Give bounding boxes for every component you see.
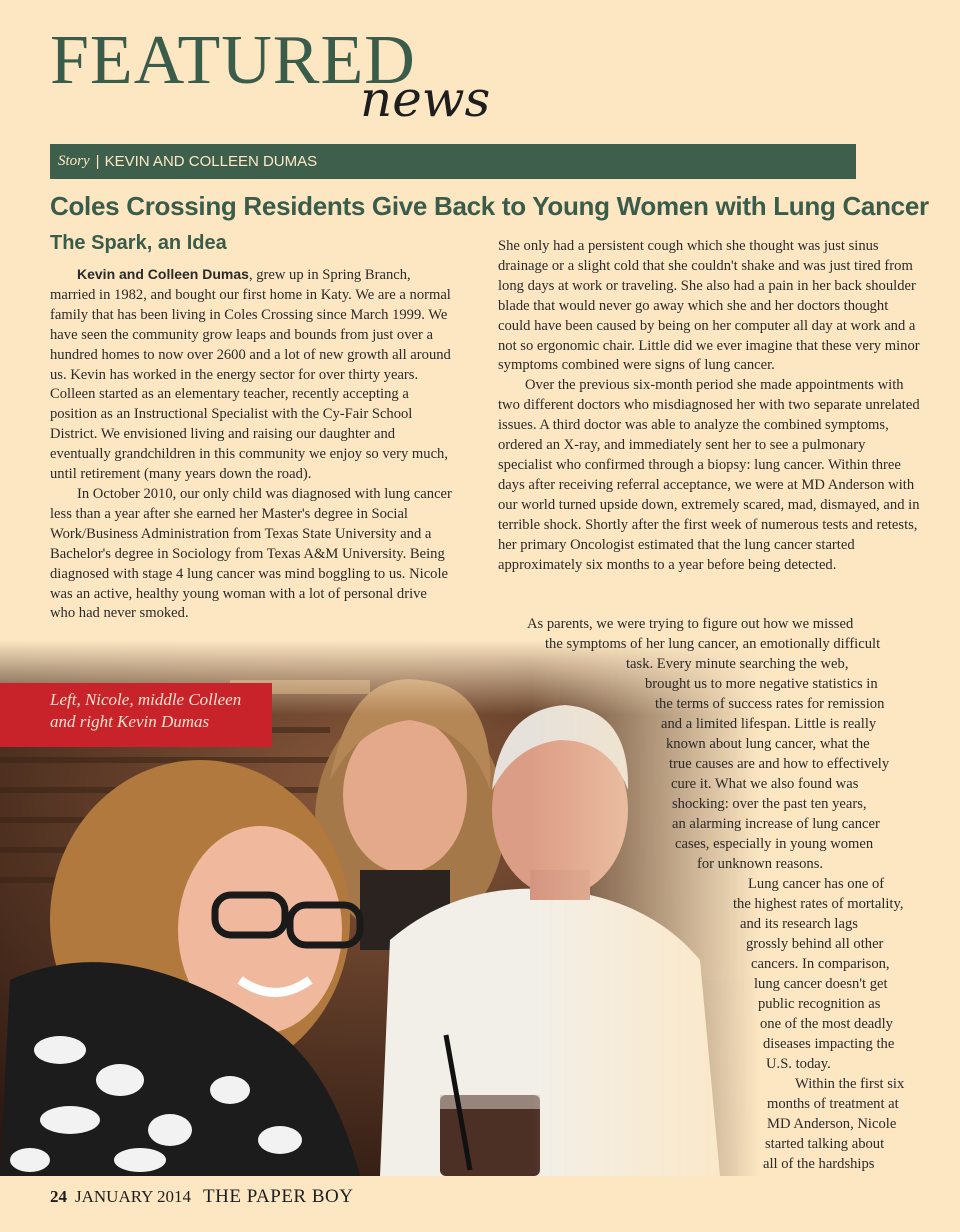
text-line: known about lung cancer, what the	[666, 736, 870, 752]
page-number: 24	[50, 1187, 67, 1206]
story-label: Story	[58, 153, 90, 169]
text-line: an alarming increase of lung cancer	[672, 816, 880, 832]
text-line: U.S. today.	[766, 1056, 831, 1072]
story-separator: |	[95, 153, 100, 170]
paragraph: In October 2010, our only child was diagnosed with lung cancer less than a year after she earned her Master's degree in Social Work/Business Administration from Texas State University and a Bachelor's degree in Sociology from Texas A&M University. Being diagnosed with stage 4 lung cancer was mind boggling to us. Nicole was an active, healthy young woman with a lot of personal drive who had never smoked.	[50, 485, 452, 622]
paragraph: Over the previous six-month period she made appointments with two different doctors who misdiagnosed her with two separate unrelated issues. A third doctor was able to analyze the combined symptoms, ordered an X-ray, and immediately sent her to see a pulmonary specialist who confirmed through a biopsy: lung cancer. Within three days after receiving referral acceptance, we were at MD Anderson with our world turned upside down, extremely scared, mad, dismayed, and in terrible shock. Shortly after the first week of numerous tests and retests, her primary Oncologist estimated that the lung cancer started approximately six months to a year before being detected.	[498, 377, 920, 573]
text-line: the highest rates of mortality,	[733, 896, 904, 912]
text-line: Within the first six	[795, 1076, 905, 1092]
right-column	[498, 237, 922, 575]
caption-line: and right Kevin Dumas	[50, 712, 210, 731]
text-line: brought us to more negative statistics in	[645, 676, 878, 692]
text-line: public recognition as	[758, 996, 881, 1012]
text-line: cases, especially in young women	[675, 836, 874, 852]
lead-name: Kevin and Colleen Dumas	[77, 266, 249, 282]
article-subhead: The Spark, an Idea	[50, 232, 227, 254]
text-line: MD Anderson, Nicole	[767, 1116, 897, 1132]
text-line: the terms of success rates for remission	[655, 696, 885, 712]
text-line: one of the most deadly	[760, 1016, 893, 1032]
text-line: and its research lags	[740, 916, 858, 932]
text-line: true causes are and how to effectively	[669, 756, 890, 772]
section-title-featured: FEATURED	[50, 22, 416, 99]
text-line: grossly behind all other	[746, 936, 884, 952]
text-line: all of the hardships	[763, 1156, 875, 1172]
paragraph: She only had a persistent cough which she thought was just sinus drainage or a slight cold that she couldn't shake and was just tired from long days at work or traveling. She also had a pain in her back shoulder blade that would never go away which she and her doctors thought could have been caused by being on her computer all day at work and a not so ergonomic chair. Little did we ever imagine that these very minor symptoms combined were signs of lung cancer.	[498, 238, 920, 374]
text-line: months of treatment at	[767, 1096, 899, 1112]
text-line: and a limited lifespan. Little is really	[661, 716, 877, 732]
text-line: As parents, we were trying to figure out how we missed	[527, 616, 854, 632]
text-line: diseases impacting the	[763, 1036, 895, 1052]
text-line: the symptoms of her lung cancer, an emotionally difficult	[545, 636, 881, 652]
left-column	[50, 265, 452, 624]
text-line: task. Every minute searching the web,	[626, 656, 849, 672]
text-line: Lung cancer has one of	[748, 876, 885, 892]
text-line: lung cancer doesn't get	[754, 976, 888, 992]
story-byline-bar	[50, 144, 856, 179]
paragraph-text: , grew up in Spring Branch, married in 1982, and bought our first home in Katy. We are a normal family that has been living in Coles Crossing since March 1999. We have seen the community grow leaps and bounds from just over a hundred homes to now over 2600 and a lot of new growth all around us. Kevin has worked in the energy sector for over thirty years. Colleen started as an elementary teacher, recently accepting a position as an Instructional Specialist with the Cy-Fair School District. We envisioned living and raising our daughter and eventually grandchildren in this community we enjoy so very much, until retirement (many years down the road).	[50, 267, 451, 483]
paragraph	[50, 265, 452, 485]
story-authors: KEVIN AND COLLEEN DUMAS	[104, 153, 318, 170]
text-line: for unknown reasons.	[697, 856, 824, 872]
page-footer	[50, 1186, 353, 1208]
article-headline: Coles Crossing Residents Give Back to Young Women with Lung Cancer	[50, 191, 929, 221]
text-line: cure it. What we also found was	[671, 776, 859, 792]
caption-line: Left, Nicole, middle Colleen	[50, 690, 242, 709]
text-line: cancers. In comparison,	[751, 956, 890, 972]
publication-name: THE PAPER BOY	[203, 1186, 354, 1207]
issue-date: JANUARY 2014	[75, 1187, 192, 1206]
text-line: started talking about	[765, 1136, 885, 1152]
photo-caption	[0, 683, 272, 747]
section-title-news: news	[360, 70, 491, 128]
text-line: shocking: over the past ten years,	[672, 796, 867, 812]
